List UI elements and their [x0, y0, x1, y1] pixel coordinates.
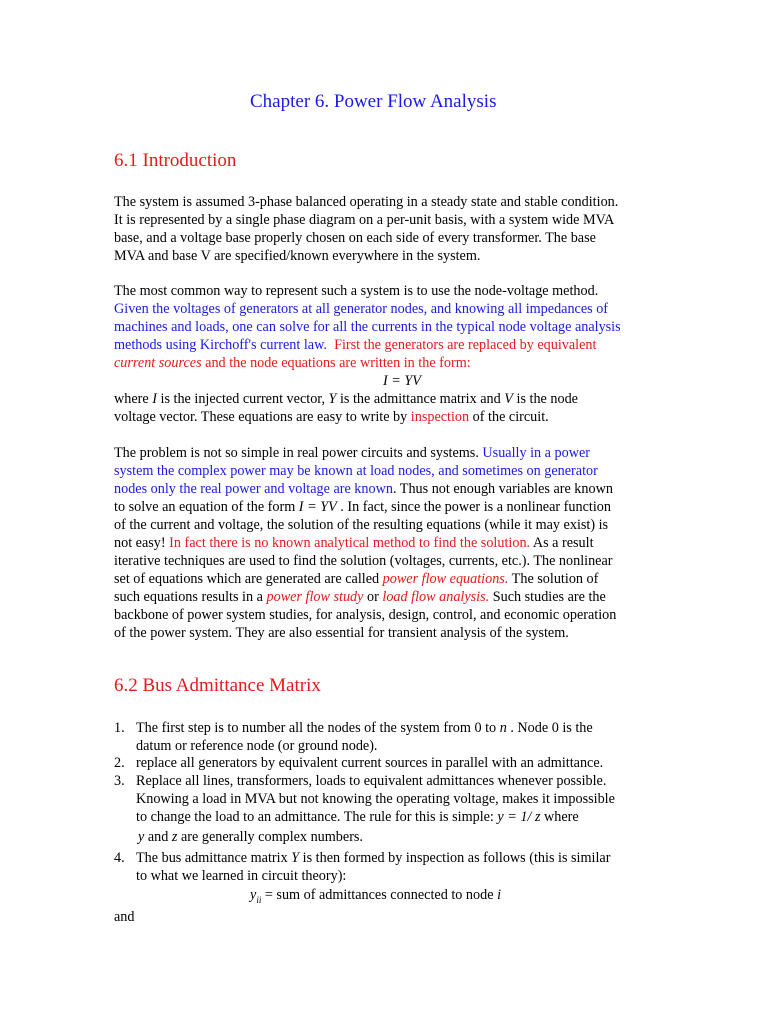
text: are generally complex numbers.	[177, 829, 363, 845]
paragraph-line: backbone of power system studies, for analysis, design, control, and economic operation	[114, 607, 617, 623]
text: As a result	[530, 535, 594, 551]
highlighted-text: nodes only the real power and voltage are known	[114, 481, 393, 497]
highlighted-text: and the node equations are written in the form:	[201, 355, 471, 371]
highlighted-line: machines and loads, one can solve for all the currents in the typical node voltage analysis	[114, 319, 621, 335]
text: The bus admittance matrix	[136, 850, 292, 866]
text: Such studies are the	[489, 589, 606, 605]
text: The first step is to number all the nodes of the system from 0 to	[136, 720, 500, 736]
list-item-continuation: datum or reference node (or ground node).	[136, 738, 378, 754]
italic-term: power flow equations.	[382, 571, 509, 587]
paragraph-line	[114, 498, 611, 516]
section-heading-introduction: 6.1 Introduction	[114, 150, 237, 171]
highlighted-line: system the complex power may be known at load nodes, and sometimes on generator	[114, 463, 598, 479]
equation-IYV: I = YV	[383, 373, 421, 389]
paragraph-line	[114, 534, 594, 552]
text: to solve an equation of the form	[114, 499, 299, 515]
list-number: 1.	[114, 720, 125, 736]
page-title: Chapter 6. Power Flow Analysis	[250, 91, 497, 112]
paragraph-line: The most common way to represent such a system is to use the node-voltage method.	[114, 283, 599, 299]
math-symbol: Y	[291, 850, 300, 866]
math-symbol: V	[504, 391, 513, 407]
trailing-text: and	[114, 909, 135, 925]
text: . Thus not enough variables are known	[392, 481, 613, 497]
text: voltage vector. These equations are easy to write by	[114, 409, 411, 425]
paragraph-line	[114, 588, 606, 606]
italic-term: current sources	[114, 355, 202, 371]
text: where	[114, 391, 153, 407]
list-item	[114, 772, 606, 790]
math-symbol: y	[250, 887, 257, 903]
paragraph-line: of the current and voltage, the solution of the resulting equations (while it may exist) is	[114, 517, 609, 533]
paragraph-line: MVA and base V are specified/known everywhere in the system.	[114, 248, 481, 264]
text: replace all generators by equivalent current sources in parallel with an admittance.	[136, 755, 604, 771]
highlighted-text: Usually in a power	[482, 445, 590, 461]
list-item	[114, 719, 593, 737]
text: to change the load to an admittance. The rule for this is simple:	[136, 809, 498, 825]
list-number: 3.	[114, 773, 125, 789]
italic-term: power flow study	[266, 589, 364, 605]
text: set of equations which are generated are called	[114, 571, 383, 587]
text: . Node 0 is the	[506, 720, 593, 736]
paragraph-line	[114, 408, 549, 426]
text: not easy!	[114, 535, 170, 551]
paragraph-line	[114, 390, 578, 408]
text: of the circuit.	[469, 409, 549, 425]
text: is the node	[512, 391, 578, 407]
italic-term: load flow analysis.	[382, 589, 490, 605]
list-item	[114, 849, 610, 867]
section-heading-bus-admittance: 6.2 Bus Admittance Matrix	[114, 675, 321, 696]
list-item-continuation: Knowing a load in MVA but not knowing the operating voltage, makes it impossible	[136, 791, 615, 807]
list-number: 4.	[114, 850, 125, 866]
list-item-continuation	[138, 828, 363, 846]
highlighted-text: inspection	[410, 409, 470, 425]
text: . In fact, since the power is a nonlinear function	[336, 499, 611, 515]
text: is the injected current vector,	[156, 391, 329, 407]
paragraph-line: It is represented by a single phase diagram on a per-unit basis, with a system wide MVA	[114, 212, 615, 228]
math-symbol: n	[499, 720, 507, 736]
highlighted-line: Given the voltages of generators at all generator nodes, and knowing all impedances of	[114, 301, 609, 317]
text: and	[144, 829, 172, 845]
text: where	[540, 809, 579, 825]
text: or	[363, 589, 383, 605]
text: The solution of	[508, 571, 599, 587]
list-item-continuation: to what we learned in circuit theory):	[136, 868, 347, 884]
highlighted-text: First the generators are replaced by equivalent	[334, 337, 597, 353]
math-symbol: i	[497, 887, 502, 903]
list-item	[114, 754, 603, 772]
text: is the admittance matrix and	[336, 391, 505, 407]
math-symbol: y	[138, 829, 145, 845]
paragraph-line: iterative techniques are used to find the solution (voltages, currents, etc.). The nonlinear	[114, 553, 613, 569]
text: is then formed by inspection as follows (this is similar	[299, 850, 611, 866]
paragraph-line: of the power system. They are also essential for transient analysis of the system.	[114, 625, 569, 641]
paragraph-line: base, and a voltage base properly chosen on each side of every transformer. The base	[114, 230, 596, 246]
math-symbol: z	[171, 829, 178, 845]
list-number: 2.	[114, 755, 125, 771]
math-symbol: Y	[328, 391, 337, 407]
paragraph-line	[114, 444, 590, 462]
equation-yii	[250, 886, 501, 909]
math-symbol: I	[152, 391, 157, 407]
text: = sum of admittances connected to node	[261, 887, 498, 903]
equation-inline: I = YV	[298, 499, 337, 515]
highlighted-text: In fact there is no known analytical method to find the solution.	[169, 535, 531, 551]
paragraph-line	[114, 336, 596, 354]
list-item-continuation	[136, 808, 579, 826]
highlighted-text: methods using Kirchoff's current law.	[114, 337, 327, 353]
paragraph-line	[114, 480, 613, 498]
text: such equations results in a	[114, 589, 267, 605]
paragraph-line	[114, 570, 598, 588]
math-subscript: ii	[256, 894, 262, 905]
text: Replace all lines, transformers, loads to equivalent admittances whenever possible.	[136, 773, 607, 789]
paragraph-line: The system is assumed 3-phase balanced operating in a steady state and stable condition.	[114, 194, 619, 210]
equation-inline: y = 1/ z	[497, 809, 541, 825]
text: The problem is not so simple in real power circuits and systems.	[114, 445, 483, 461]
paragraph-line	[114, 354, 471, 372]
